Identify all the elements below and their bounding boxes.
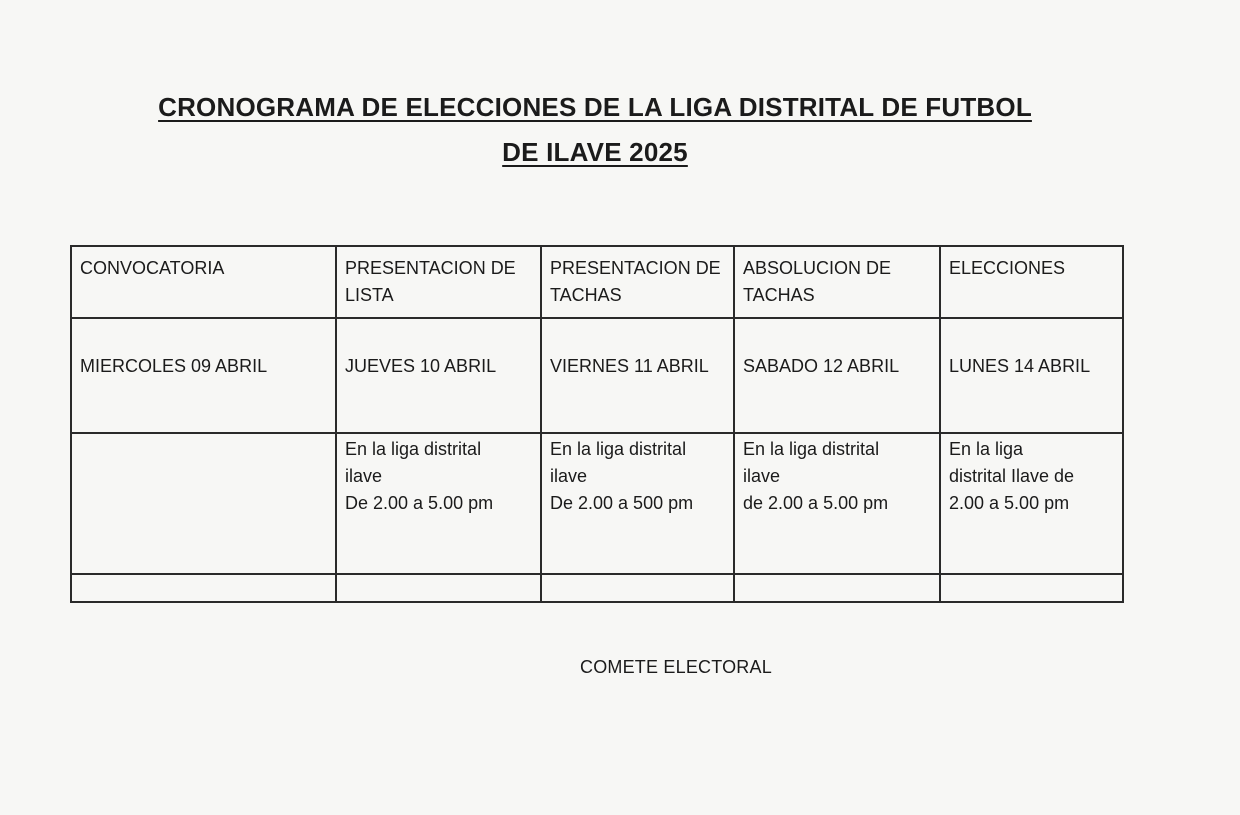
signature-committee: COMETE ELECTORAL [580,657,772,677]
header-convocatoria: CONVOCATORIA [80,258,225,278]
schedule-table [70,245,1124,603]
header-presentacion-tachas: PRESENTACION DE TACHAS [550,258,721,305]
header-cell [336,246,541,318]
header-cell [940,246,1123,318]
header-cell [541,246,734,318]
date-cell [940,318,1123,433]
date-presentacion-tachas: VIERNES 11 ABRIL [550,356,709,376]
header-absolucion-tachas: ABSOLUCION DE TACHAS [743,258,892,305]
place-elecciones: En la liga distrital Ilave de 2.00 a 5.00 pm [949,439,1075,513]
date-cell [541,318,734,433]
date-cell [734,318,940,433]
header-cell [71,246,336,318]
page-subtitle [0,137,1190,168]
page-title [0,92,1190,123]
date-absolucion-tachas: SABADO 12 ABRIL [743,356,900,376]
empty-cell [336,574,541,602]
header-cell [734,246,940,318]
place-presentacion-tachas: En la liga distrital ilave De 2.00 a 500 pm [550,439,694,513]
title-line-2: DE ILAVE 2025 [502,137,688,167]
date-convocatoria: MIERCOLES 09 ABRIL [80,356,268,376]
date-presentacion-lista: JUEVES 10 ABRIL [345,356,497,376]
date-cell [71,318,336,433]
table-header-row [71,246,1123,318]
empty-cell [541,574,734,602]
place-cell [734,433,940,574]
place-cell [71,433,336,574]
place-cell [541,433,734,574]
empty-cell [940,574,1123,602]
empty-cell [71,574,336,602]
place-presentacion-lista: En la liga distrital ilave De 2.00 a 5.00 pm [345,439,494,513]
place-cell [940,433,1123,574]
empty-cell [734,574,940,602]
date-elecciones: LUNES 14 ABRIL [949,356,1091,376]
table-row-dates [71,318,1123,433]
table-row-empty [71,574,1123,602]
date-cell [336,318,541,433]
header-presentacion-lista: PRESENTACION DE LISTA [345,258,516,305]
place-cell [336,433,541,574]
place-absolucion-tachas: En la liga distrital ilave de 2.00 a 5.00 pm [743,439,889,513]
header-elecciones: ELECCIONES [949,258,1066,278]
title-line-1: CRONOGRAMA DE ELECCIONES DE LA LIGA DISTRITAL DE FUTBOL [158,92,1032,122]
table-row-places [71,433,1123,574]
